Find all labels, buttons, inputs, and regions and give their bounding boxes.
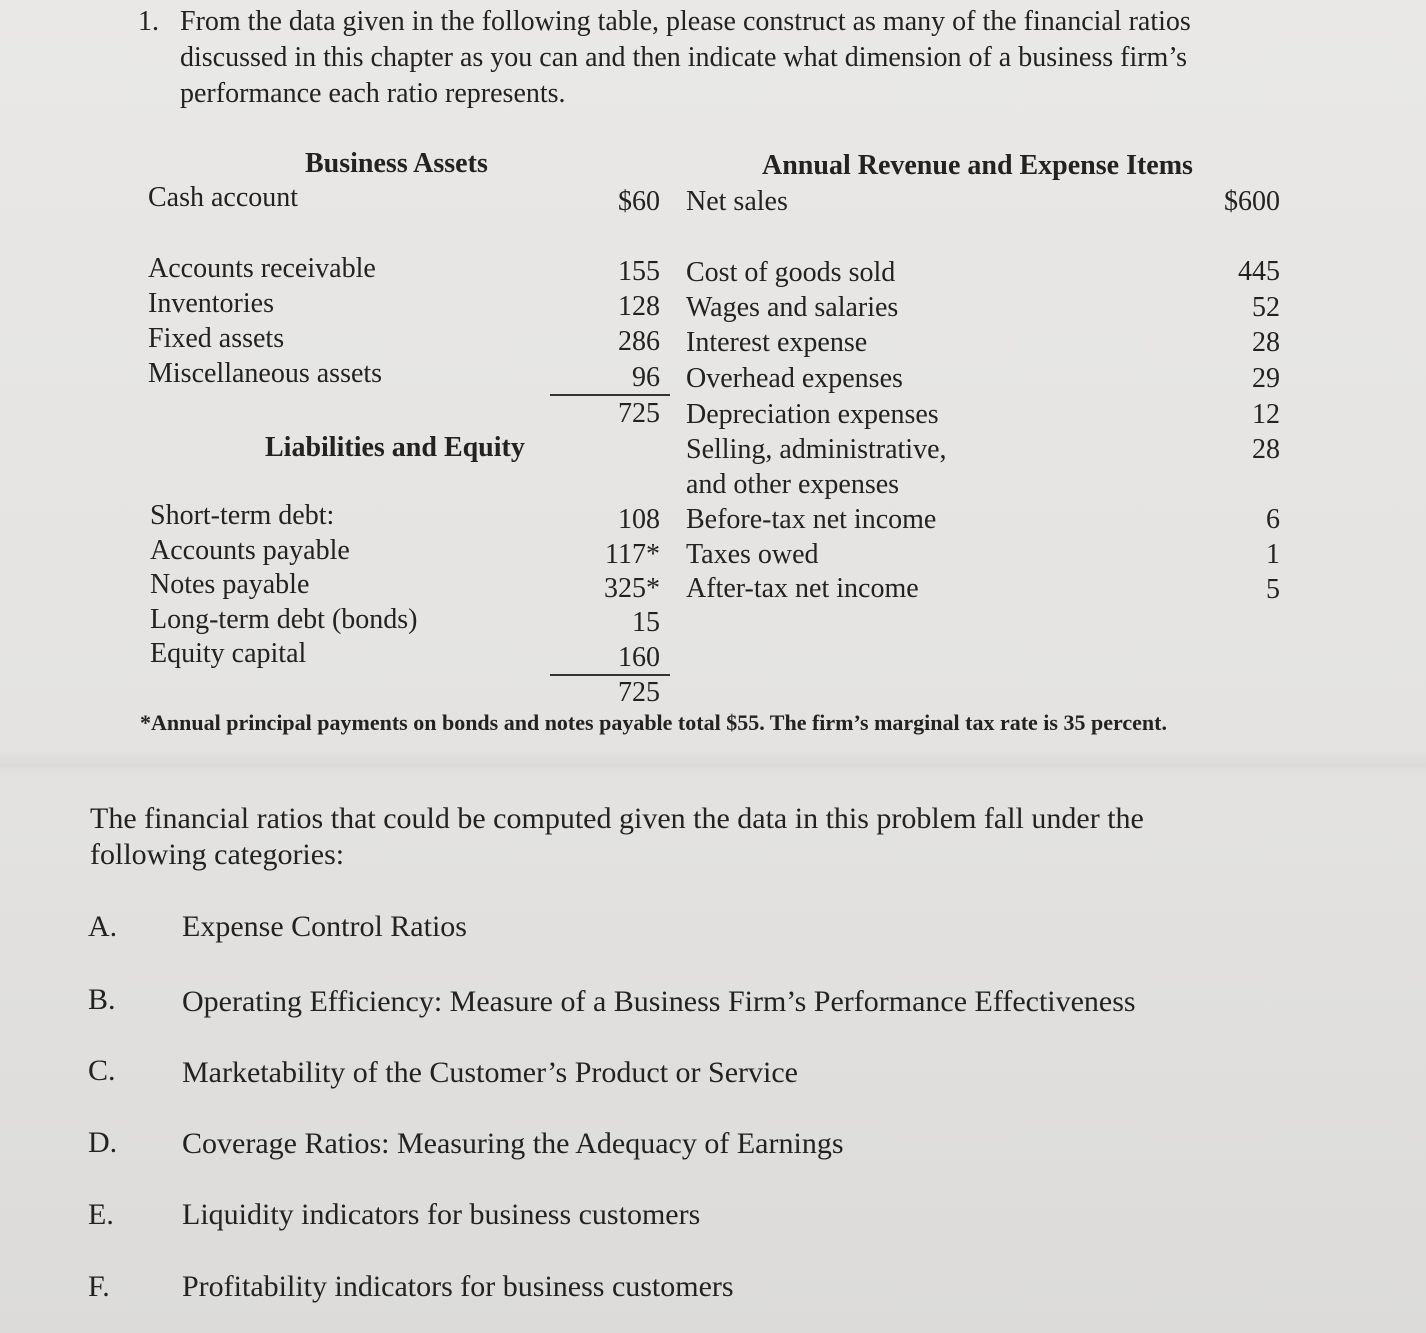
revenue-label-continued: and other expenses — [686, 469, 900, 500]
assets-total: 725 — [618, 398, 660, 429]
liability-label: Long-term debt (bonds) — [150, 604, 418, 635]
revenue-value: 28 — [1252, 327, 1280, 358]
liability-value: 325* — [604, 573, 660, 604]
revenue-label: Before-tax net income — [686, 504, 937, 535]
option-text: Operating Efficiency: Measure of a Business Firm’s Performance Effectiveness — [182, 985, 1136, 1018]
revenue-value: 6 — [1266, 504, 1280, 535]
liabilities-heading: Liabilities and Equity — [265, 432, 525, 463]
asset-label: Accounts receivable — [148, 253, 376, 284]
revenue-value: 5 — [1266, 574, 1280, 605]
revenue-label: Taxes owed — [686, 539, 819, 570]
revenue-label: Interest expense — [686, 327, 868, 358]
intro-line-1: The financial ratios that could be computed given the data in this problem fall under the — [90, 802, 1144, 835]
assets-total-rule — [550, 394, 670, 396]
option-text: Coverage Ratios: Measuring the Adequacy of Earnings — [182, 1127, 844, 1160]
revenue-heading: Annual Revenue and Expense Items — [762, 150, 1193, 181]
option-text: Marketability of the Customer’s Product or Service — [182, 1056, 798, 1089]
option-letter: F. — [88, 1270, 110, 1303]
revenue-value: 445 — [1238, 256, 1280, 287]
asset-label: Miscellaneous assets — [148, 358, 383, 389]
question-number: 1. — [138, 6, 159, 37]
option-letter: A. — [88, 910, 118, 943]
liability-label: Accounts payable — [150, 535, 350, 566]
revenue-value: 52 — [1252, 292, 1280, 323]
assets-heading: Business Assets — [305, 148, 488, 179]
liability-label: Notes payable — [150, 569, 310, 600]
option-letter: D. — [88, 1126, 118, 1159]
asset-label: Cash account — [148, 182, 299, 213]
revenue-label: Cost of goods sold — [686, 257, 896, 288]
question-line-1: From the data given in the following table, please construct as many of the financial ratios — [180, 6, 1191, 37]
option-letter: E. — [88, 1198, 114, 1231]
option-text: Profitability indicators for business customers — [182, 1270, 734, 1303]
option-text: Liquidity indicators for business customers — [182, 1198, 701, 1231]
liabilities-total-rule — [550, 674, 670, 676]
asset-value: 128 — [618, 291, 660, 322]
footnote: *Annual principal payments on bonds and notes payable total $55. The firm’s marginal tax rate is 35 percent. — [140, 710, 1167, 735]
liability-label: Equity capital — [150, 638, 307, 669]
revenue-value: 12 — [1252, 399, 1280, 430]
liabilities-total: 725 — [618, 677, 660, 708]
option-letter: B. — [88, 983, 116, 1016]
intro-line-2: following categories: — [90, 838, 345, 871]
asset-value: 155 — [618, 256, 660, 287]
liability-value: 117* — [605, 539, 660, 570]
asset-label: Fixed assets — [148, 323, 285, 354]
liability-value: 160 — [618, 642, 660, 673]
revenue-label: Net sales — [686, 186, 788, 217]
asset-value: $60 — [618, 186, 660, 217]
revenue-label: Wages and salaries — [686, 292, 899, 323]
revenue-value: 28 — [1252, 434, 1280, 465]
revenue-value: 1 — [1266, 539, 1280, 570]
revenue-value: $600 — [1224, 186, 1280, 217]
question-line-2: discussed in this chapter as you can and then indicate what dimension of a business firm’s — [180, 42, 1188, 73]
question-line-3: performance each ratio represents. — [180, 78, 566, 109]
liability-value: 108 — [618, 504, 660, 535]
revenue-label: Depreciation expenses — [686, 399, 939, 430]
option-text: Expense Control Ratios — [182, 910, 467, 943]
revenue-label: After-tax net income — [686, 573, 919, 604]
liability-value: 15 — [632, 607, 660, 638]
asset-label: Inventories — [148, 288, 274, 319]
revenue-value: 29 — [1252, 363, 1280, 394]
page-fold-band — [0, 752, 1426, 778]
asset-value: 96 — [632, 362, 660, 393]
revenue-label: Overhead expenses — [686, 363, 903, 394]
liability-label: Short-term debt: — [150, 500, 335, 531]
asset-value: 286 — [618, 326, 660, 357]
option-letter: C. — [88, 1054, 116, 1087]
revenue-label: Selling, administrative, — [686, 434, 947, 465]
